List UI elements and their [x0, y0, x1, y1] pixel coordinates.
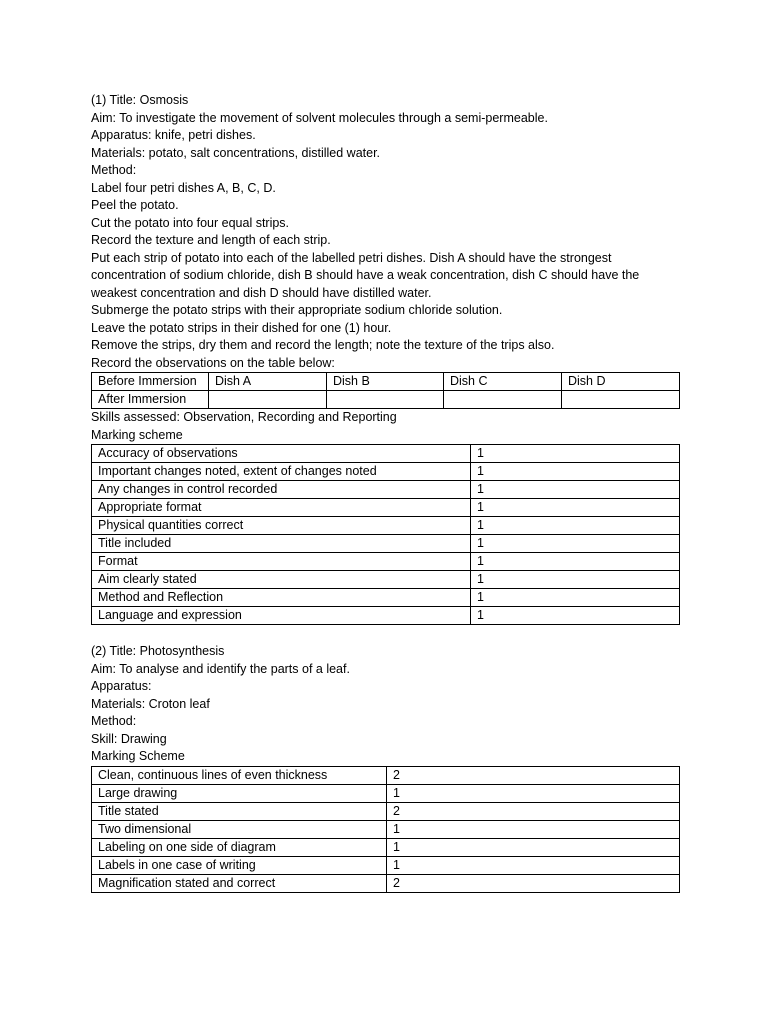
marking-row: [92, 499, 680, 517]
marking-criterion: Title included: [92, 535, 471, 553]
observation-header-row: [92, 373, 680, 391]
marking-row: [92, 766, 680, 784]
section1-aim: Aim: To investigate the movement of solvent molecules through a semi-permeable.: [91, 110, 548, 125]
method-step: Remove the strips, dry them and record the length; note the texture of the trips also.: [91, 338, 555, 352]
observation-cell: [444, 391, 562, 409]
marking-mark: 1: [471, 481, 680, 499]
observation-table: [91, 372, 680, 409]
section1-materials: Materials: potato, salt concentrations, distilled water.: [91, 145, 381, 160]
marking-row: [92, 463, 680, 481]
observation-cell: [327, 391, 444, 409]
section1-method-label: Method:: [91, 163, 137, 177]
marking-row: [92, 802, 680, 820]
section1-skills: Skills assessed: Observation, Recording and Reporting: [91, 410, 397, 424]
marking-mark: 1: [387, 784, 680, 802]
section1-apparatus: Apparatus: knife, petri dishes.: [91, 128, 256, 142]
marking-row: [92, 481, 680, 499]
method-step: Put each strip of potato into each of the labelled petri dishes. Dish A should have the strongest concentration of sodium chloride, dish B should have a weak concentration, dish C should have the weakest concentration and dish D should have distilled water.: [91, 250, 640, 300]
section2-skill: Skill: Drawing: [91, 731, 167, 746]
section2-title-prefix: (2) Title:: [91, 644, 140, 658]
marking-row: [92, 838, 680, 856]
marking-criterion: Large drawing: [92, 784, 387, 802]
marking-row: [92, 445, 680, 463]
marking-criterion: Clean, continuous lines of even thickness: [92, 766, 387, 784]
section1-title-line: [91, 92, 679, 110]
marking-row: [92, 607, 680, 625]
observation-header-cell: Before Immersion: [92, 373, 209, 391]
marking-mark: 1: [387, 820, 680, 838]
marking-row: [92, 784, 680, 802]
marking-mark: 2: [387, 874, 680, 892]
marking-row: [92, 874, 680, 892]
marking-criterion: Two dimensional: [92, 820, 387, 838]
document-page: [91, 92, 679, 893]
marking-mark: 1: [387, 838, 680, 856]
marking-row: [92, 553, 680, 571]
section2-marking-table: [91, 766, 680, 893]
marking-criterion: Title stated: [92, 802, 387, 820]
method-step: Leave the potato strips in their dished for one (1) hour.: [91, 320, 392, 335]
section2-aim: Aim: To analyse and identify the parts of a leaf.: [91, 661, 350, 676]
method-step: Peel the potato.: [91, 198, 179, 212]
method-step: Record the texture and length of each strip.: [91, 233, 331, 247]
marking-mark: 1: [471, 517, 680, 535]
section1-title-prefix: (1) Title:: [91, 93, 140, 107]
section2-method-label: Method:: [91, 714, 137, 728]
marking-mark: 1: [471, 445, 680, 463]
section2-title: Photosynthesis: [139, 644, 225, 658]
marking-criterion: Accuracy of observations: [92, 445, 471, 463]
observation-cell: [209, 391, 327, 409]
marking-row: [92, 589, 680, 607]
method-step: Submerge the potato strips with their appropriate sodium chloride solution.: [91, 303, 503, 317]
marking-criterion: Labeling on one side of diagram: [92, 838, 387, 856]
section1-title: Osmosis: [139, 93, 189, 107]
section-gap: [91, 625, 679, 643]
marking-row: [92, 535, 680, 553]
section2-materials: Materials: Croton leaf: [91, 696, 210, 711]
section2-apparatus: Apparatus:: [91, 679, 152, 693]
marking-row: [92, 571, 680, 589]
marking-criterion: Format: [92, 553, 471, 571]
marking-mark: 2: [387, 766, 680, 784]
marking-criterion: Magnification stated and correct: [92, 874, 387, 892]
marking-criterion: Method and Reflection: [92, 589, 471, 607]
marking-criterion: Physical quantities correct: [92, 517, 471, 535]
marking-mark: 1: [471, 535, 680, 553]
marking-row: [92, 820, 680, 838]
method-step: Label four petri dishes A, B, C, D.: [91, 180, 276, 195]
observation-row-label: After Immersion: [92, 391, 209, 409]
marking-row: [92, 517, 680, 535]
marking-criterion: Labels in one case of writing: [92, 856, 387, 874]
method-step: Cut the potato into four equal strips.: [91, 215, 290, 230]
marking-criterion: Important changes noted, extent of changes noted: [92, 463, 471, 481]
method-step: Record the observations on the table below:: [91, 355, 335, 370]
marking-mark: 1: [471, 553, 680, 571]
observation-header-cell: Dish D: [562, 373, 680, 391]
observation-row: [92, 391, 680, 409]
marking-criterion: Appropriate format: [92, 499, 471, 517]
marking-row: [92, 856, 680, 874]
marking-mark: 1: [387, 856, 680, 874]
observation-header-cell: Dish C: [444, 373, 562, 391]
marking-mark: 2: [387, 802, 680, 820]
section2-title-line: [91, 643, 679, 661]
marking-mark: 1: [471, 499, 680, 517]
marking-criterion: Language and expression: [92, 607, 471, 625]
observation-header-cell: Dish A: [209, 373, 327, 391]
marking-mark: 1: [471, 463, 680, 481]
marking-criterion: Aim clearly stated: [92, 571, 471, 589]
marking-mark: 1: [471, 607, 680, 625]
marking-mark: 1: [471, 571, 680, 589]
section2-marking-label: Marking Scheme: [91, 749, 185, 763]
section1-marking-table: [91, 444, 680, 625]
observation-cell: [562, 391, 680, 409]
marking-mark: 1: [471, 589, 680, 607]
section1-marking-label: Marking scheme: [91, 427, 183, 442]
observation-header-cell: Dish B: [327, 373, 444, 391]
marking-criterion: Any changes in control recorded: [92, 481, 471, 499]
